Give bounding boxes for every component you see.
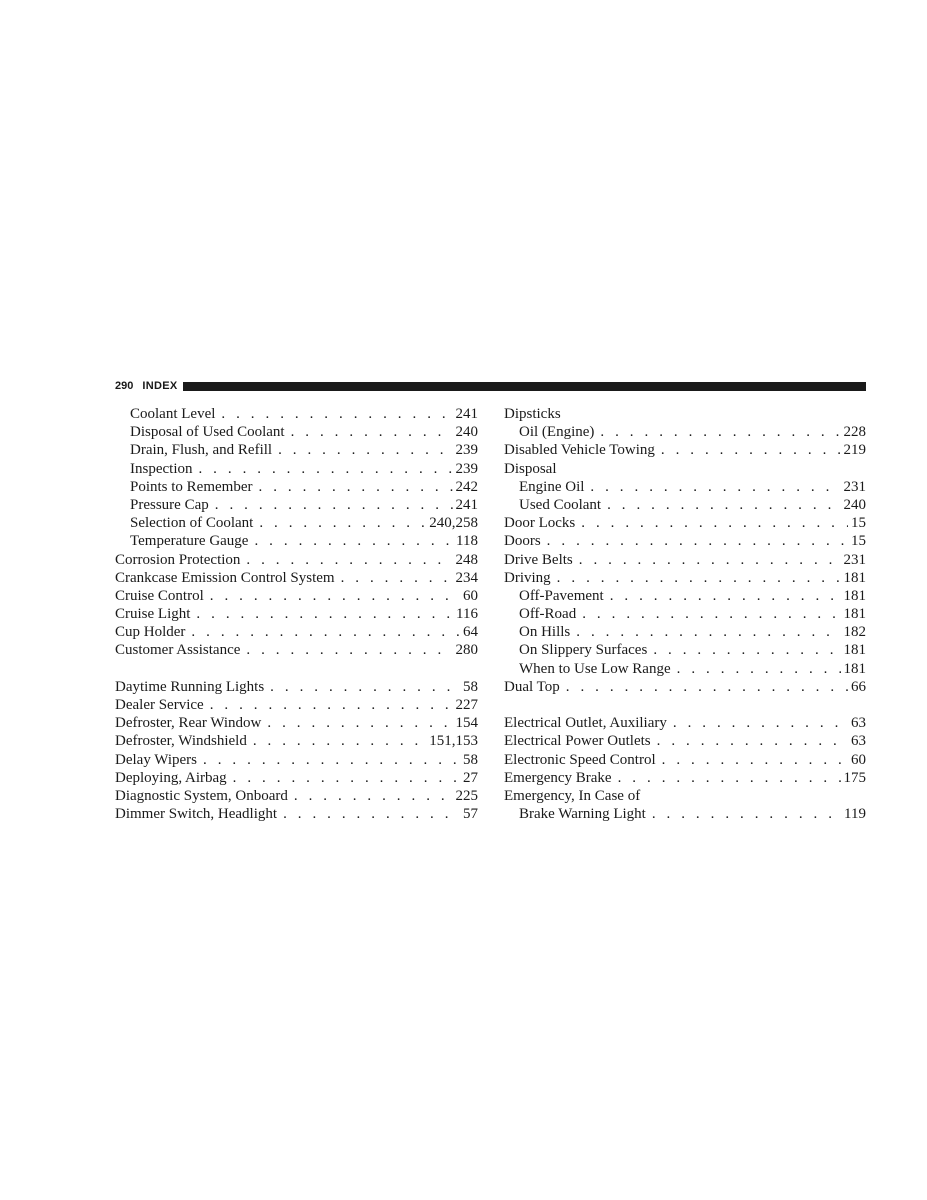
entry-label: Oil (Engine): [519, 424, 595, 441]
dot-leader: [600, 424, 840, 441]
page-number: 290: [115, 380, 134, 392]
entry-page-number: 151,153: [429, 733, 478, 750]
dot-leader: [254, 533, 453, 550]
entry-label: Door Locks: [504, 515, 576, 532]
dot-leader: [253, 733, 426, 750]
entry-label: Electrical Power Outlets: [504, 733, 651, 750]
index-entry: [504, 406, 866, 424]
dot-leader: [673, 715, 848, 732]
index-spacer: [115, 661, 478, 679]
entry-label: Disabled Vehicle Towing: [504, 442, 655, 459]
index-entry: [504, 570, 866, 588]
page-header: [115, 379, 866, 393]
index-entry: [504, 461, 866, 479]
entry-page-number: 181: [843, 660, 866, 677]
entry-label: Emergency, In Case of: [504, 787, 641, 804]
index-subentry: [504, 497, 866, 515]
index-entry: [115, 697, 478, 715]
dot-leader: [246, 552, 452, 569]
dot-leader: [557, 570, 841, 587]
index-entry: [504, 442, 866, 460]
index-entry: [115, 788, 478, 806]
entry-page-number: 239: [455, 460, 478, 477]
dot-leader: [677, 661, 841, 678]
index-entry: [115, 679, 478, 697]
entry-label: Selection of Coolant: [130, 515, 254, 532]
dot-leader: [662, 752, 848, 769]
dot-leader: [618, 770, 841, 787]
index-entry: [504, 788, 866, 806]
dot-leader: [610, 588, 841, 605]
entry-page-number: 231: [843, 478, 866, 495]
index-entry: [115, 715, 478, 733]
dot-leader: [566, 679, 848, 696]
entry-page-number: 280: [455, 642, 478, 659]
entry-label: Defroster, Rear Window: [115, 715, 262, 732]
index-entry: [115, 752, 478, 770]
index-entry: [504, 515, 866, 533]
entry-label: Emergency Brake: [504, 769, 612, 786]
index-subentry: [115, 442, 478, 460]
dot-leader: [294, 788, 453, 805]
index-entry: [115, 770, 478, 788]
dot-leader: [291, 424, 453, 441]
index-subentry: [115, 479, 478, 497]
index-subentry: [115, 406, 478, 424]
index-entry: [504, 770, 866, 788]
entry-page-number: 241: [455, 406, 478, 422]
entry-page-number: 154: [455, 715, 478, 732]
index-subentry: [504, 661, 866, 679]
entry-page-number: 57: [463, 806, 478, 823]
dot-leader: [259, 515, 426, 532]
entry-page-number: 58: [463, 678, 478, 695]
entry-page-number: 182: [843, 624, 866, 641]
dot-leader: [576, 624, 840, 641]
entry-label: Drain, Flush, and Refill: [130, 442, 273, 459]
index-entry: [115, 733, 478, 751]
entry-page-number: 181: [843, 569, 866, 586]
entry-page-number: 63: [851, 715, 866, 732]
index-subentry: [504, 624, 866, 642]
entry-page-number: 248: [455, 551, 478, 568]
index-column-right: [504, 406, 866, 824]
entry-page-number: 241: [455, 496, 478, 513]
entry-page-number: 27: [463, 769, 478, 786]
entry-page-number: 118: [456, 533, 478, 550]
index-entry: [504, 715, 866, 733]
entry-label: Diagnostic System, Onboard: [115, 787, 288, 804]
index-subentry: [504, 479, 866, 497]
index-spacer: [504, 697, 866, 715]
entry-page-number: 239: [455, 442, 478, 459]
dot-leader: [283, 806, 460, 823]
entry-page-number: 64: [463, 624, 478, 641]
index-entry: [115, 642, 478, 660]
entry-label: Temperature Gauge: [130, 533, 249, 550]
entry-label: Inspection: [130, 460, 193, 477]
index-subentry: [504, 606, 866, 624]
entry-label: Deploying, Airbag: [115, 769, 227, 786]
index-subentry: [115, 533, 478, 551]
index-entry: [115, 570, 478, 588]
dot-leader: [582, 606, 840, 623]
entry-label: Pressure Cap: [130, 496, 209, 513]
index-subentry: [115, 461, 478, 479]
index-subentry: [115, 497, 478, 515]
dot-leader: [581, 515, 848, 532]
entry-label: Customer Assistance: [115, 642, 241, 659]
entry-label: Crankcase Emission Control System: [115, 569, 335, 586]
entry-label: Defroster, Windshield: [115, 733, 247, 750]
header-rule: [183, 382, 866, 391]
dot-leader: [653, 642, 840, 659]
dot-leader: [221, 406, 452, 423]
entry-label: When to Use Low Range: [519, 660, 671, 677]
index-column-left: [115, 406, 478, 824]
entry-page-number: 181: [843, 642, 866, 659]
entry-label: Doors: [504, 533, 541, 550]
index-entry: [504, 679, 866, 697]
entry-label: Driving: [504, 569, 551, 586]
entry-label: Coolant Level: [130, 406, 216, 422]
index-subentry: [504, 642, 866, 660]
index-entry: [115, 552, 478, 570]
entry-label: Off-Road: [519, 606, 577, 623]
dot-leader: [196, 606, 453, 623]
dot-leader: [267, 715, 452, 732]
dot-leader: [215, 497, 453, 514]
entry-page-number: 60: [851, 751, 866, 768]
entry-label: Delay Wipers: [115, 751, 198, 768]
entry-label: Disposal: [504, 460, 557, 477]
dot-leader: [341, 570, 453, 587]
index-entry: [504, 733, 866, 751]
dot-leader: [657, 733, 848, 750]
index-entry: [115, 606, 478, 624]
dot-leader: [191, 624, 460, 641]
dot-leader: [607, 497, 840, 514]
entry-label: Dimmer Switch, Headlight: [115, 806, 278, 823]
dot-leader: [278, 442, 452, 459]
entry-page-number: 219: [843, 442, 866, 459]
entry-page-number: 234: [455, 569, 478, 586]
dot-leader: [590, 479, 840, 496]
entry-page-number: 242: [455, 478, 478, 495]
entry-label: Dual Top: [504, 678, 560, 695]
entry-page-number: 15: [851, 533, 866, 550]
index-entry: [504, 533, 866, 551]
entry-page-number: 15: [851, 515, 866, 532]
entry-label: Dealer Service: [115, 697, 204, 713]
dot-leader: [270, 679, 460, 696]
index-entry: [504, 552, 866, 570]
entry-page-number: 240: [455, 424, 478, 441]
entry-label: Cup Holder: [115, 624, 186, 641]
entry-page-number: 116: [456, 606, 478, 623]
index-entry: [504, 752, 866, 770]
entry-page-number: 231: [843, 551, 866, 568]
dot-leader: [547, 533, 848, 550]
entry-label: Off-Pavement: [519, 587, 604, 604]
entry-label: Brake Warning Light: [519, 806, 646, 823]
index-entry: [115, 806, 478, 824]
entry-label: Corrosion Protection: [115, 551, 241, 568]
entry-page-number: 119: [844, 806, 866, 823]
entry-page-number: 181: [843, 606, 866, 623]
entry-label: Dipsticks: [504, 406, 561, 422]
entry-page-number: 175: [843, 769, 866, 786]
index-subentry: [115, 515, 478, 533]
index-subentry: [504, 424, 866, 442]
entry-page-number: 240,258: [429, 515, 478, 532]
entry-label: Drive Belts: [504, 551, 573, 568]
entry-label: Daytime Running Lights: [115, 678, 265, 695]
index-subentry: [504, 588, 866, 606]
entry-page-number: 181: [843, 587, 866, 604]
dot-leader: [246, 642, 452, 659]
entry-page-number: 240: [843, 496, 866, 513]
entry-label: Cruise Light: [115, 606, 191, 623]
dot-leader: [652, 806, 841, 823]
dot-leader: [579, 552, 841, 569]
entry-page-number: 63: [851, 733, 866, 750]
index-entry: [115, 588, 478, 606]
entry-label: Electronic Speed Control: [504, 751, 656, 768]
entry-label: Points to Remember: [130, 478, 253, 495]
index-subentry: [115, 424, 478, 442]
entry-label: Used Coolant: [519, 496, 602, 513]
entry-label: Electrical Outlet, Auxiliary: [504, 715, 667, 732]
dot-leader: [210, 697, 453, 714]
index-subentry: [504, 806, 866, 824]
entry-page-number: 225: [455, 787, 478, 804]
entry-label: Disposal of Used Coolant: [130, 424, 285, 441]
page-title: INDEX: [142, 380, 178, 392]
entry-page-number: 60: [463, 587, 478, 604]
dot-leader: [198, 461, 452, 478]
entry-label: On Hills: [519, 624, 571, 641]
dot-leader: [203, 752, 460, 769]
dot-leader: [661, 442, 841, 459]
index-entry: [115, 624, 478, 642]
entry-page-number: 228: [843, 424, 866, 441]
entry-page-number: 58: [463, 751, 478, 768]
dot-leader: [233, 770, 460, 787]
entry-label: Cruise Control: [115, 587, 204, 604]
entry-page-number: 66: [851, 678, 866, 695]
entry-label: Engine Oil: [519, 478, 585, 495]
entry-label: On Slippery Surfaces: [519, 642, 648, 659]
dot-leader: [259, 479, 453, 496]
entry-page-number: 227: [455, 697, 478, 713]
dot-leader: [210, 588, 460, 605]
